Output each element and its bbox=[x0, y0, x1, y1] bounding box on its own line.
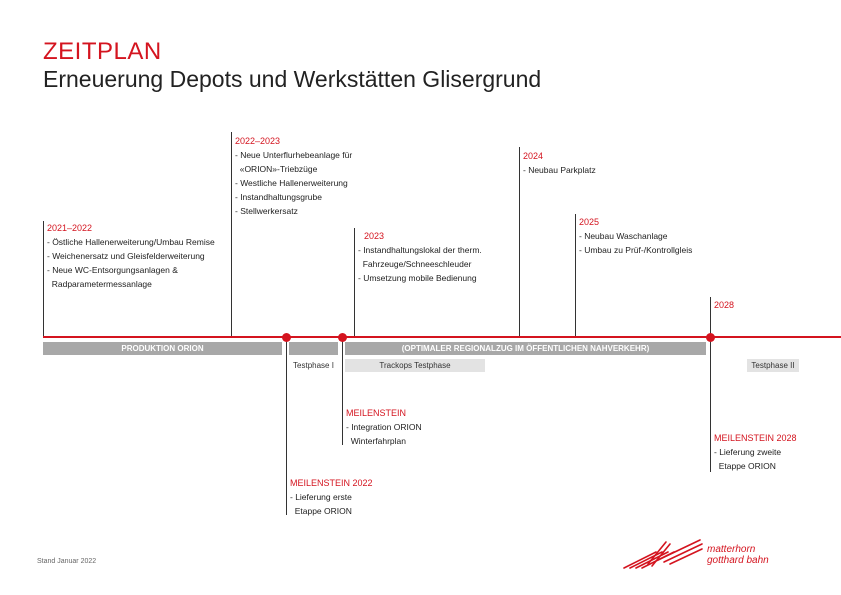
page-title: ZEITPLAN bbox=[43, 38, 162, 65]
milestone-dot-winter bbox=[338, 333, 347, 342]
bar-small-gap bbox=[289, 342, 338, 355]
milestone-line-2028 bbox=[710, 337, 711, 472]
marker-line-2028 bbox=[710, 297, 711, 337]
logo-text bbox=[707, 544, 769, 566]
milestone-2022 bbox=[290, 476, 373, 518]
period-item: - Neue Unterflurhebeanlage für bbox=[235, 150, 353, 160]
period-year: 2023 bbox=[364, 231, 385, 241]
period-item: - Weichenersatz und Gleisfelderweiterung bbox=[47, 251, 205, 261]
period-year: 2021–2022 bbox=[47, 223, 93, 233]
milestone-dot-2022 bbox=[282, 333, 291, 342]
marker-line-2023 bbox=[354, 228, 355, 337]
marker-line-2025 bbox=[575, 214, 576, 337]
timeline-axis bbox=[43, 336, 841, 338]
marker-line-2024 bbox=[519, 147, 520, 337]
milestone-item: - Lieferung erste bbox=[290, 492, 352, 502]
milestone-line-2022 bbox=[286, 337, 287, 515]
milestone-dot-2028 bbox=[706, 333, 715, 342]
logo-line-2: gotthard bahn bbox=[707, 555, 769, 566]
period-item: - Instandhaltungslokal der therm. bbox=[358, 245, 482, 255]
milestone-item: - Integration ORION bbox=[346, 422, 422, 432]
milestone-title: MEILENSTEIN bbox=[346, 408, 407, 418]
footer-stand: Stand Januar 2022 bbox=[37, 558, 97, 565]
period-2022-2023 bbox=[235, 134, 352, 218]
testphase-1: Testphase I bbox=[293, 361, 334, 370]
milestone-line-winter bbox=[342, 337, 343, 445]
milestone-2028 bbox=[714, 431, 797, 473]
period-2021-2022 bbox=[47, 221, 215, 291]
mgb-logo-icon bbox=[622, 538, 704, 570]
period-item: Fahrzeuge/Schneeschleuder bbox=[358, 259, 472, 269]
period-item: - Neubau Parkplatz bbox=[523, 165, 596, 175]
milestone-title: MEILENSTEIN 2022 bbox=[290, 478, 373, 488]
period-item: - Instandhaltungsgrube bbox=[235, 192, 322, 202]
period-item: Radparametermessanlage bbox=[47, 279, 152, 289]
period-item: «ORION»-Triebzüge bbox=[235, 164, 318, 174]
milestone-item: Etappe ORION bbox=[290, 506, 352, 516]
bar-optimaler-regionalzug: (OPTIMALER REGIONALZUG IM ÖFFENTLICHEN NAHVERKEHR) bbox=[345, 342, 706, 355]
logo-line-1: matterhorn bbox=[707, 544, 756, 555]
period-year: 2025 bbox=[579, 217, 600, 227]
period-item: - Neue WC-Entsorgungsanlagen & bbox=[47, 265, 178, 275]
period-year: 2028 bbox=[714, 300, 735, 310]
period-item: - Neubau Waschanlage bbox=[579, 231, 668, 241]
period-2025 bbox=[579, 215, 692, 257]
period-2023 bbox=[358, 229, 482, 285]
milestone-title: MEILENSTEIN 2028 bbox=[714, 433, 797, 443]
period-2024 bbox=[523, 149, 596, 177]
milestone-item: Etappe ORION bbox=[714, 461, 776, 471]
marker-line-2021 bbox=[43, 221, 44, 337]
page-subtitle: Erneuerung Depots und Werkstätten Glisergrund bbox=[43, 66, 542, 92]
period-item: - Östliche Hallenerweiterung/Umbau Remise bbox=[47, 237, 215, 247]
milestone-item: - Lieferung zweite bbox=[714, 447, 782, 457]
period-2028 bbox=[714, 298, 734, 312]
testphase-2: Testphase II bbox=[747, 359, 799, 372]
milestone-item: Winterfahrplan bbox=[346, 436, 406, 446]
marker-line-2022 bbox=[231, 132, 232, 337]
period-item: - Stellwerkersatz bbox=[235, 206, 298, 216]
bar-produktion-orion: PRODUKTION ORION bbox=[43, 342, 282, 355]
period-year: 2024 bbox=[523, 151, 544, 161]
period-item: - Umbau zu Prüf-/Kontrollgleis bbox=[579, 245, 693, 255]
period-item: - Westliche Hallenerweiterung bbox=[235, 178, 348, 188]
milestone-winter bbox=[346, 406, 422, 448]
period-item: - Umsetzung mobile Bedienung bbox=[358, 273, 477, 283]
trackops-testphase: Trackops Testphase bbox=[345, 359, 485, 372]
period-year: 2022–2023 bbox=[235, 136, 281, 146]
